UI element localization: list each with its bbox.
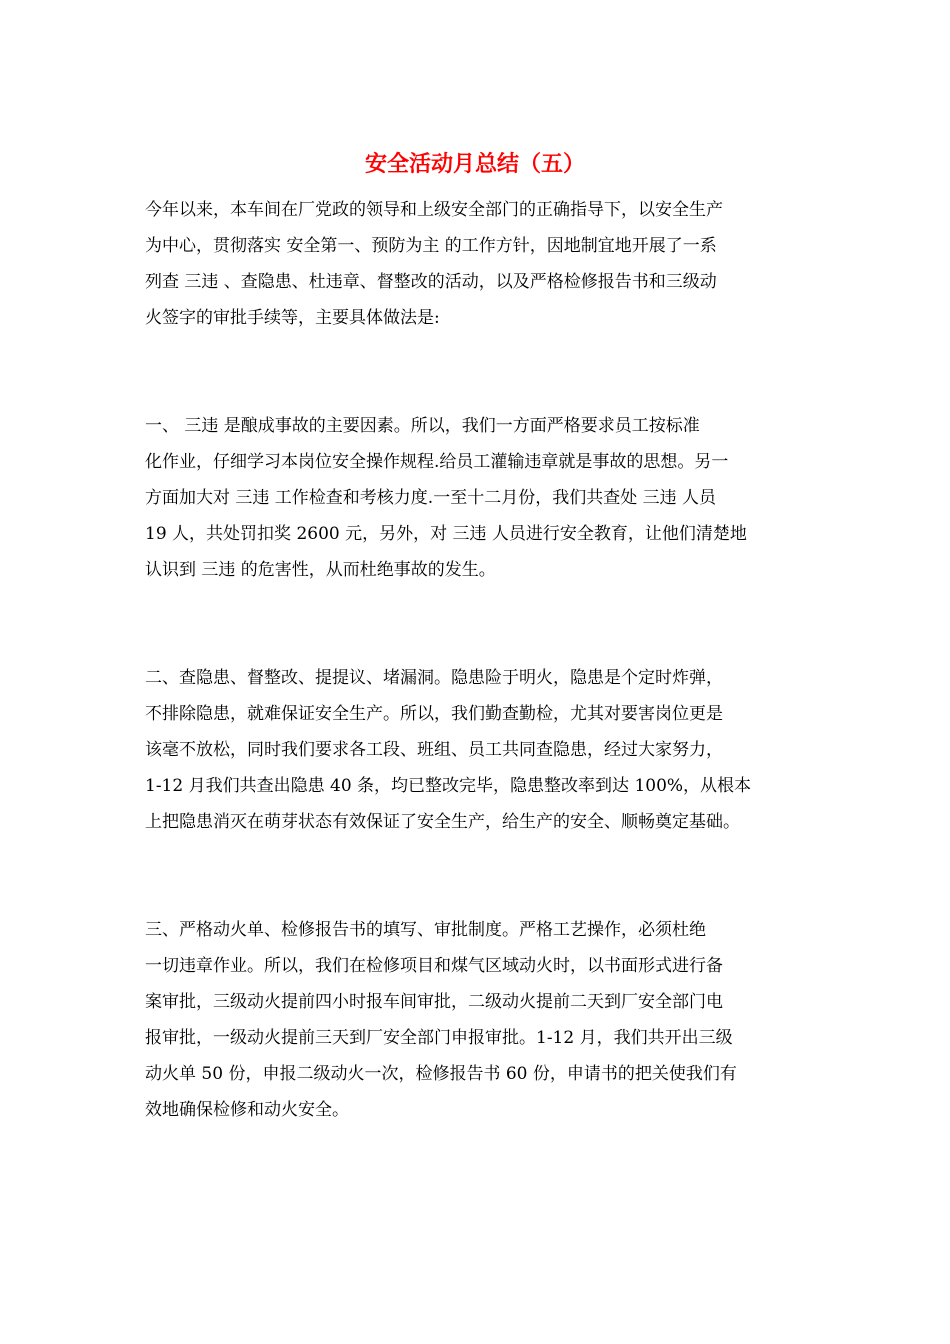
paragraph-4-line-4: 报审批，一级动火提前三天到厂安全部门申报审批。1-12 月，我们共开出三级	[145, 1028, 733, 1048]
paragraph-3-line-1: 二、查隐患、督整改、提提议、堵漏洞。隐患险于明火，隐患是个定时炸弹，	[145, 668, 723, 688]
paragraph-3-line-4: 1-12 月我们共查出隐患 40 条，均已整改完毕，隐患整改率到达 100%，从根本	[145, 776, 752, 796]
paragraph-2-line-2: 化作业，仔细学习本岗位安全操作规程.给员工灌输违章就是事故的思想。另一	[145, 452, 729, 472]
paragraph-3-line-3: 该毫不放松，同时我们要求各工段、班组、员工共同查隐患，经过大家努力，	[145, 740, 723, 760]
paragraph-1-line-3: 列查 三违 、查隐患、杜违章、督整改的活动，以及严格检修报告书和三级动	[145, 272, 717, 292]
paragraph-4-line-2: 一切违章作业。所以，我们在检修项目和煤气区域动火时，以书面形式进行备	[145, 956, 723, 976]
paragraph-2-line-1: 一、 三违 是酿成事故的主要因素。所以，我们一方面严格要求员工按标准	[145, 416, 700, 436]
paragraph-2-line-3: 方面加大对 三违 工作检查和考核力度.一至十二月份，我们共查处 三违 人员	[145, 488, 717, 508]
paragraph-1-line-2: 为中心，贯彻落实 安全第一、预防为主 的工作方针，因地制宜地开展了一系	[145, 236, 717, 256]
document-title: 安全活动月总结（五）	[364, 152, 585, 177]
paragraph-4-line-5: 动火单 50 份，申报二级动火一次，检修报告书 60 份，申请书的把关使我们有	[145, 1064, 737, 1084]
paragraph-4-line-6: 效地确保检修和动火安全。	[145, 1100, 349, 1120]
paragraph-3-line-2: 不排除隐患，就难保证安全生产。所以，我们勤查勤检，尤其对要害岗位更是	[145, 704, 723, 724]
paragraph-1-line-4: 火签字的审批手续等，主要具体做法是:	[145, 308, 440, 328]
paragraph-4-line-3: 案审批，三级动火提前四小时报车间审批，二级动火提前二天到厂安全部门电	[145, 992, 723, 1012]
paragraph-1-line-1: 今年以来，本车间在厂党政的领导和上级安全部门的正确指导下，以安全生产	[145, 200, 723, 220]
paragraph-4-line-1: 三、严格动火单、检修报告书的填写、审批制度。严格工艺操作，必须杜绝	[145, 920, 706, 940]
paragraph-2-line-5: 认识到 三违 的危害性，从而杜绝事故的发生。	[145, 560, 496, 580]
paragraph-3-line-5: 上把隐患消灭在萌芽状态有效保证了安全生产，给生产的安全、顺畅奠定基础。	[145, 812, 740, 832]
paragraph-2-line-4: 19 人，共处罚扣奖 2600 元，另外，对 三违 人员进行安全教育，让他们清楚地	[145, 524, 747, 544]
